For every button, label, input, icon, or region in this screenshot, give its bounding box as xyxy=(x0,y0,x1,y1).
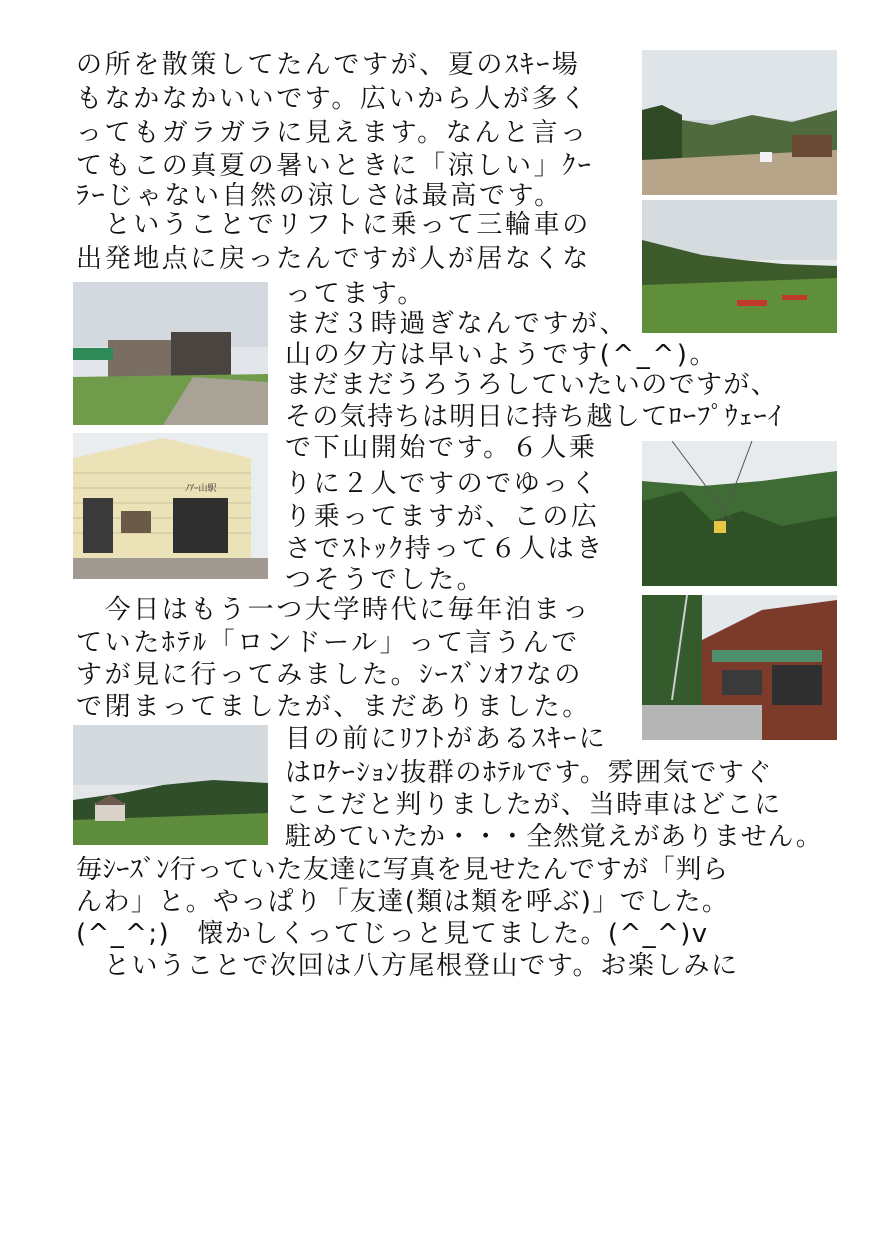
photo-gondola-view xyxy=(642,441,837,586)
photo-hotel xyxy=(642,595,837,740)
text-line-8: ってます。 xyxy=(285,279,426,309)
text-line-13: で下山開始です。６人乗 xyxy=(285,433,598,463)
text-line-26: 毎ｼｰｽﾞﾝ行っていた友達に写真を見せたんですが「判ら xyxy=(76,855,729,885)
photo-hillside xyxy=(73,725,268,845)
text-line-22: 目の前にﾘﾌﾄがあるｽｷｰに xyxy=(285,724,608,754)
text-line-20: すが見に行ってみました。ｼｰｽﾞﾝｵﾌなの xyxy=(76,660,584,690)
text-line-24: ここだと判りましたが、当時車はどこに xyxy=(285,790,782,820)
text-line-12: その気持ちは明日に持ち越してﾛｰﾌﾟｳｪｰｲ xyxy=(285,402,783,432)
text-line-2: もなかなかいいです。広いから人が多く xyxy=(76,84,589,114)
text-line-9: まだ３時過ぎなんですが、 xyxy=(285,309,629,339)
text-line-14: りに２人ですのでゆっく xyxy=(285,469,600,499)
text-line-29: ということで次回は八方尾根登山です。お楽しみに xyxy=(76,951,739,981)
text-line-11: まだまだうろうろしていたいのですが、 xyxy=(285,370,779,400)
text-line-3: ってもガラガラに見えます。なんと言っ xyxy=(76,118,589,148)
photo-lodge xyxy=(73,282,268,425)
text-line-15: り乗ってますが、この広 xyxy=(285,502,600,532)
text-line-19: ていたﾎﾃﾙ「ロンドール」って言うんで xyxy=(76,628,580,658)
station-sign: ﾉｱｰ山駅 xyxy=(185,484,217,494)
photo-meadow xyxy=(642,200,837,333)
text-line-7: 出発地点に戻ったんですが人が居なくな xyxy=(76,244,591,274)
text-line-28: (^_^;) 懐かしくってじっと見てました。(^_^)v xyxy=(76,919,709,949)
text-line-5: ﾗｰじゃない自然の涼しさは最高です。 xyxy=(76,181,563,211)
text-line-16: さでｽﾄｯｸ持って６人はき xyxy=(285,534,605,564)
text-line-27: んわ」と。やっぱり「友達(類は類を呼ぶ)」でした。 xyxy=(76,887,730,917)
text-line-17: つそうでした。 xyxy=(285,565,486,595)
text-line-18: 今日はもう一つ大学時代に毎年泊まっ xyxy=(76,595,591,625)
text-line-21: で閉まってましたが、まだありました。 xyxy=(76,692,591,722)
photo-ski-slope xyxy=(642,50,837,195)
text-line-23: はﾛｹｰｼｮﾝ抜群のﾎﾃﾙです。雰囲気ですぐ xyxy=(285,758,774,788)
text-line-1: の所を散策してたんですが、夏のｽｷｰ場 xyxy=(76,50,581,80)
text-line-6: ということでリフトに乗って三輪車の xyxy=(76,210,591,240)
text-line-10: 山の夕方は早いようです(^_^)。 xyxy=(285,340,719,370)
text-line-4: てもこの真夏の暑いときに「涼しい」ｸｰ xyxy=(76,151,594,181)
text-line-25: 駐めていたか・・・全然覚えがありません。 xyxy=(285,822,823,852)
photo-ropeway-station xyxy=(73,433,268,579)
